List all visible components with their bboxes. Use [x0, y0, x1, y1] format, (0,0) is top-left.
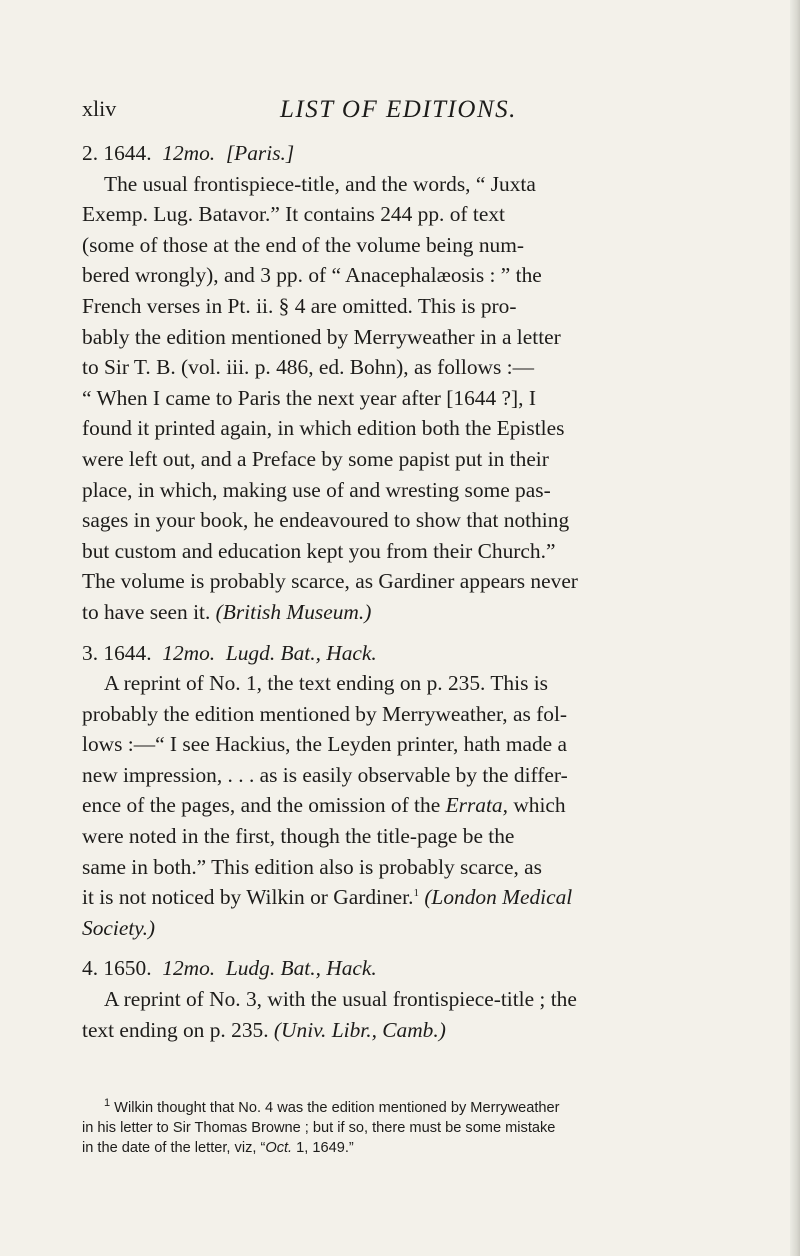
text-line: place, in which, making use of and wresting some pas- [82, 477, 551, 502]
edition-entry-3 [82, 638, 772, 944]
entry-location: (British Museum.) [215, 599, 372, 624]
text-line: French verses in Pt. ii. § 4 are omitted. This is pro- [82, 293, 517, 318]
footnotes [82, 1098, 772, 1158]
entry-year: 1650. [103, 956, 152, 981]
text-line: Exemp. Lug. Batavor.” It contains 244 pp. of text [82, 202, 505, 227]
text-line: same in both.” This edition also is probably scarce, as [82, 854, 542, 879]
entry-location: (Univ. Libr., Camb.) [273, 1017, 446, 1042]
entry-number: 2. [82, 141, 99, 165]
edition-entry-4 [82, 953, 772, 1045]
text-fragment: which [507, 793, 566, 818]
text-line: text ending on p. 235. [82, 1017, 269, 1042]
text-line: probably the edition mentioned by Merryweather, as fol- [82, 701, 568, 726]
text-line: to have seen it. [82, 599, 211, 624]
entry-number: 4. [82, 956, 99, 981]
text-line: to Sir T. B. (vol. iii. p. 486, ed. Bohn), as follows :— [82, 355, 534, 380]
footnote-reference[interactable]: 1 [413, 887, 419, 900]
text-line: were noted in the first, though the title-page be the [82, 824, 515, 849]
text-line: The usual frontispiece-title, and the words, “ Juxta [104, 171, 536, 196]
text-line: “ When I came to Paris the next year after [1644 ?], I [82, 385, 536, 410]
running-head [82, 96, 722, 132]
entry-heading [82, 953, 772, 984]
text-line: but custom and education kept you from their Church.” [82, 538, 556, 563]
text-line: new impression, . . . as is easily observable by the differ- [82, 762, 568, 787]
entry-location: (London Medical [424, 885, 573, 910]
footnote-marker: 1 [104, 1097, 111, 1110]
entry-year: 1644. [103, 141, 152, 165]
entry-place: [Paris.] [225, 141, 295, 165]
footnote-line: in the date of the letter, viz, “ [82, 1140, 266, 1156]
text-line: A reprint of No. 3, with the usual frontispiece-title ; the [104, 987, 577, 1012]
entry-format: 12mo. [162, 141, 216, 165]
text-line: bably the edition mentioned by Merryweather in a letter [82, 324, 561, 349]
footnote [82, 1098, 772, 1158]
edition-entry-2 [82, 138, 772, 628]
footnote-line: Wilkin thought that No. 4 was the edition mentioned by Merryweather [110, 1100, 560, 1116]
entry-year: 1644. [103, 640, 152, 665]
entry-place: Lugd. Bat., Hack. [225, 640, 377, 665]
entry-format: 12mo. [162, 640, 216, 665]
entry-description [82, 668, 772, 943]
text-line: lows :—“ I see Hackius, the Leyden printer, hath made a [82, 732, 568, 757]
text-line: A reprint of No. 1, the text ending on p. 235. This is [104, 671, 549, 696]
entry-heading [82, 638, 772, 669]
errata-word: Errata, [445, 793, 508, 818]
entry-description [82, 984, 772, 1045]
entry-place: Ludg. Bat., Hack. [225, 956, 377, 981]
entry-number: 3. [82, 640, 99, 665]
footnote-line: in his letter to Sir Thomas Browne ; but if so, there must be some mistake [82, 1120, 556, 1136]
text-line: bered wrongly), and 3 pp. of “ Anacephalæosis : ” the [82, 263, 542, 288]
running-title: LIST OF EDITIONS. [280, 96, 517, 123]
entry-format: 12mo. [162, 956, 216, 981]
footnote-line: 1, 1649.” [292, 1140, 354, 1156]
text-line: The volume is probably scarce, as Gardiner appears never [82, 569, 578, 594]
entry-location-cont: Society.) [82, 915, 156, 940]
entry-heading [82, 138, 772, 169]
text-line: were left out, and a Preface by some papist put in their [82, 446, 549, 471]
body-text [82, 138, 772, 1055]
entry-description [82, 169, 772, 628]
page-number: xliv [82, 96, 117, 121]
text-line: sages in your book, he endeavoured to show that nothing [82, 508, 570, 533]
text-line: ence of the pages, and the omission of the [82, 793, 441, 818]
text-line: found it printed again, in which edition both the Epistles [82, 416, 565, 441]
text-line: it is not noticed by Wilkin or Gardiner. [82, 885, 414, 910]
text-line: (some of those at the end of the volume being num- [82, 232, 524, 257]
footnote-italic: Oct. [265, 1140, 293, 1156]
page-edge [790, 0, 800, 1256]
